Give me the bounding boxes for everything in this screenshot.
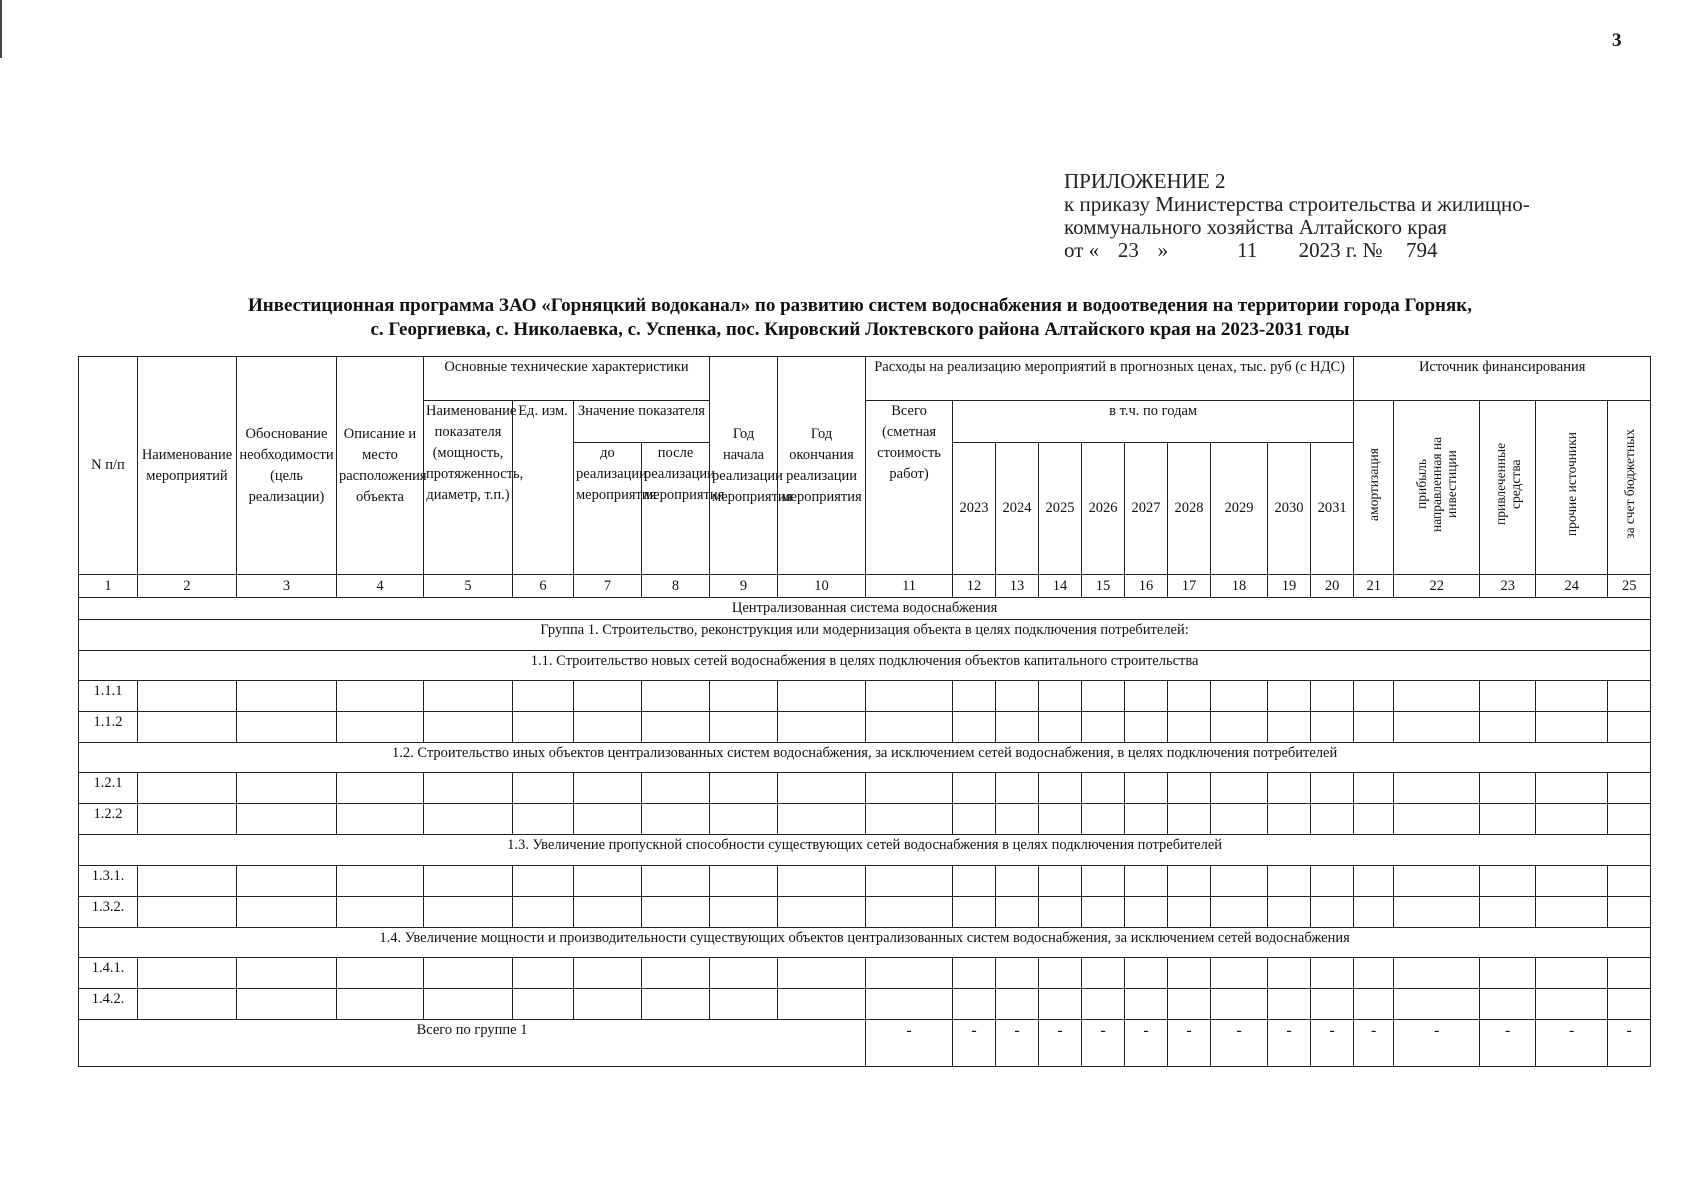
- header-start-year: Год начала реализации мероприятия: [710, 357, 778, 575]
- header-year-2029: 2029: [1211, 443, 1268, 575]
- header-year-2030: 2030: [1268, 443, 1311, 575]
- col-num: 5: [424, 575, 513, 598]
- col-num: 1: [79, 575, 138, 598]
- table-row: [79, 989, 1651, 1020]
- table-row: [79, 681, 1651, 712]
- row-code: 1.1.2: [79, 712, 138, 743]
- scan-edge-line: [0, 0, 2, 58]
- col-num: 9: [710, 575, 778, 598]
- header-justification: Обоснование необходимости (цель реализации): [237, 357, 337, 575]
- header-end-year: Год окончания реализации мероприятия: [778, 357, 866, 575]
- col-num: 3: [237, 575, 337, 598]
- document-title: [150, 294, 1570, 342]
- table-row: [79, 866, 1651, 897]
- total-value: -: [1039, 1020, 1082, 1067]
- col-num: 12: [953, 575, 996, 598]
- header-location: Описание и место расположения объекта: [337, 357, 424, 575]
- header-unit: Ед. изм.: [513, 401, 574, 575]
- group-row: [79, 620, 1651, 651]
- appendix-title: ПРИЛОЖЕНИЕ 2: [1064, 169, 1226, 193]
- section-title: Централизованная система водоснабжения: [79, 598, 1651, 620]
- appendix-line2: коммунального хозяйства Алтайского края: [1064, 215, 1447, 239]
- header-tech-name: Наименование показателя (мощность, протяженность, диаметр, т.п.): [424, 401, 513, 575]
- title-line2: с. Георгиевка, с. Николаевка, с. Успенка, пос. Кировский Локтевского района Алтайского края на 2023-2031 годы: [370, 319, 1350, 340]
- col-num: 7: [574, 575, 642, 598]
- row-code: 1.3.1.: [79, 866, 138, 897]
- section-row: [79, 598, 1651, 620]
- col-num: 6: [513, 575, 574, 598]
- header-year-2031: 2031: [1311, 443, 1354, 575]
- subsection-row: [79, 835, 1651, 866]
- header-by-years: в т.ч. по годам: [953, 401, 1354, 443]
- total-value: -: [1536, 1020, 1608, 1067]
- page-number: 3: [1612, 30, 1622, 51]
- col-num: 16: [1125, 575, 1168, 598]
- total-value: -: [996, 1020, 1039, 1067]
- header-total: Всего (сметная стоимость работ): [866, 401, 953, 575]
- col-num: 10: [778, 575, 866, 598]
- header-tech: Основные технические характеристики: [424, 357, 710, 401]
- total-value: -: [866, 1020, 953, 1067]
- col-num: 21: [1354, 575, 1394, 598]
- total-value: -: [1125, 1020, 1168, 1067]
- row-code: 1.4.2.: [79, 989, 138, 1020]
- subsection-row: [79, 743, 1651, 773]
- row-code: 1.2.2: [79, 804, 138, 835]
- column-number-row: [79, 575, 1651, 598]
- col-num: 4: [337, 575, 424, 598]
- header-costs: Расходы на реализацию мероприятий в прогнозных ценах, тыс. руб (с НДС): [866, 357, 1354, 401]
- header-year-2026: 2026: [1082, 443, 1125, 575]
- appendix-line1: к приказу Министерства строительства и жилищно-: [1064, 192, 1530, 216]
- table-row: [79, 897, 1651, 928]
- title-line1: Инвестиционная программа ЗАО «Горняцкий водоканал» по развитию систем водоснабжения и водоотведения на территории города Горняк,: [248, 295, 1472, 316]
- subsection-title: 1.4. Увеличение мощности и производительности существующих объектов централизованных систем водоснабжения, за исключением сетей водоснабжения: [79, 928, 1651, 958]
- header-year-2023: 2023: [953, 443, 996, 575]
- subsection-row: [79, 651, 1651, 681]
- header-source-profit: прибыль направленная на инвестиции: [1394, 401, 1480, 575]
- header-source-amortization: амортизация: [1354, 401, 1394, 575]
- row-code: 1.4.1.: [79, 958, 138, 989]
- header-year-2025: 2025: [1039, 443, 1082, 575]
- total-row: [79, 1020, 1651, 1067]
- investment-table: [78, 356, 1651, 1067]
- total-value: -: [1211, 1020, 1268, 1067]
- total-label: Всего по группе 1: [79, 1020, 866, 1067]
- subsection-title: 1.2. Строительство иных объектов централизованных систем водоснабжения, за исключением сетей водоснабжения, в целях подключения потребителей: [79, 743, 1651, 773]
- header-year-2027: 2027: [1125, 443, 1168, 575]
- header-source-budget: за счет бюджетных: [1608, 401, 1651, 575]
- table-row: [79, 804, 1651, 835]
- appendix-date: [1064, 239, 1530, 262]
- group-title: Группа 1. Строительство, реконструкция или модернизация объекта в целях подключения потребителей:: [79, 620, 1651, 651]
- col-num: 23: [1480, 575, 1536, 598]
- date-mid: »: [1157, 238, 1169, 262]
- col-num: 22: [1394, 575, 1480, 598]
- header-value: Значение показателя: [574, 401, 710, 443]
- total-value: -: [1082, 1020, 1125, 1067]
- header-np: N п/п: [79, 357, 138, 575]
- date-month: 11: [1237, 238, 1258, 262]
- total-value: -: [1394, 1020, 1480, 1067]
- row-code: 1.3.2.: [79, 897, 138, 928]
- row-code: 1.1.1: [79, 681, 138, 712]
- col-num: 24: [1536, 575, 1608, 598]
- col-num: 20: [1311, 575, 1354, 598]
- header-year-2028: 2028: [1168, 443, 1211, 575]
- table-row: [79, 773, 1651, 804]
- col-num: 25: [1608, 575, 1651, 598]
- subsection-title: 1.1. Строительство новых сетей водоснабжения в целях подключения объектов капитального строительства: [79, 651, 1651, 681]
- date-year: 2023 г. №: [1298, 238, 1383, 262]
- col-num: 18: [1211, 575, 1268, 598]
- col-num: 17: [1168, 575, 1211, 598]
- date-day: 23: [1117, 238, 1139, 262]
- total-value: -: [1268, 1020, 1311, 1067]
- col-num: 2: [138, 575, 237, 598]
- total-value: -: [953, 1020, 996, 1067]
- subsection-row: [79, 928, 1651, 958]
- header-after: после реализации мероприятия: [642, 443, 710, 575]
- col-num: 15: [1082, 575, 1125, 598]
- header-source-borrowed: привлеченные средства: [1480, 401, 1536, 575]
- total-value: -: [1480, 1020, 1536, 1067]
- total-value: -: [1608, 1020, 1651, 1067]
- col-num: 8: [642, 575, 710, 598]
- order-number: 794: [1405, 238, 1438, 262]
- col-num: 19: [1268, 575, 1311, 598]
- col-num: 13: [996, 575, 1039, 598]
- header-source-other: прочие источники: [1536, 401, 1608, 575]
- appendix-block: [1064, 170, 1530, 262]
- col-num: 14: [1039, 575, 1082, 598]
- subsection-title: 1.3. Увеличение пропускной способности существующих сетей водоснабжения в целях подключения потребителей: [79, 835, 1651, 866]
- table-row: [79, 958, 1651, 989]
- date-prefix: от «: [1064, 238, 1100, 262]
- total-value: -: [1168, 1020, 1211, 1067]
- header-year-2024: 2024: [996, 443, 1039, 575]
- total-value: -: [1354, 1020, 1394, 1067]
- total-value: -: [1311, 1020, 1354, 1067]
- header-name: Наименование мероприятий: [138, 357, 237, 575]
- table-row: [79, 712, 1651, 743]
- row-code: 1.2.1: [79, 773, 138, 804]
- header-before: до реализации мероприятия: [574, 443, 642, 575]
- col-num: 11: [866, 575, 953, 598]
- header-funding: Источник финансирования: [1354, 357, 1651, 401]
